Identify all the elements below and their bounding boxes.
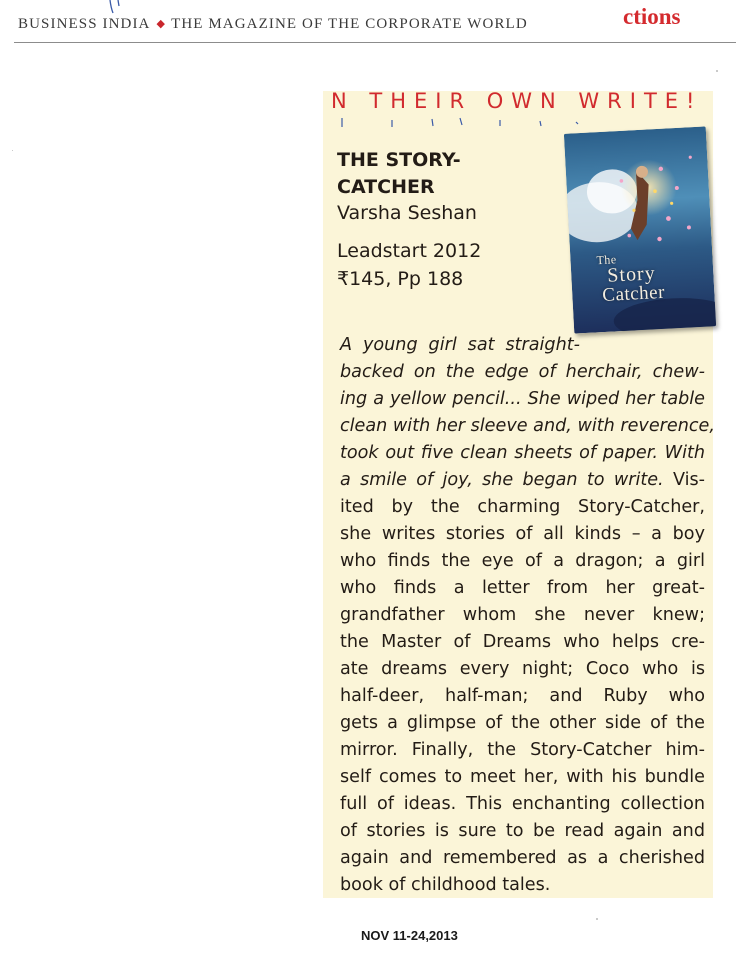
review-line: took out five clean sheets of paper. With [340, 443, 705, 463]
book-title [337, 147, 557, 201]
review-line: half-deer, half-man; and Ruby who [340, 686, 705, 706]
review-line: of stories is sure to be read again and [340, 821, 705, 841]
book-author: Varsha Seshan [337, 202, 477, 224]
review-line: self comes to meet her, with his bundle [340, 767, 705, 787]
review-line: mirror. Finally, the Story-Catcher him- [340, 740, 705, 760]
review-line: gets a glimpse of the other side of the [340, 713, 705, 733]
cover-title-line-1: The [596, 252, 618, 268]
publication-tagline: THE MAGAZINE OF THE CORPORATE WORLD [171, 16, 528, 32]
scan-speck [596, 918, 598, 920]
issue-date: NOV 11-24,2013 [361, 928, 458, 943]
scan-speck [12, 150, 13, 151]
review-line: book of childhood tales. [340, 875, 551, 895]
review-excerpt [340, 332, 715, 467]
masthead-rule [14, 42, 736, 43]
section-tab: ctions [623, 4, 681, 29]
review-line: full of ideas. This enchanting collection [340, 794, 705, 814]
book-price-pages: ₹145, Pp 188 [337, 268, 464, 290]
cover-title-line-2: Story [606, 262, 657, 287]
review-line: Vis- [672, 470, 706, 490]
review-line: backed on the edge of herchair, chew- [340, 362, 705, 382]
scan-speck [716, 70, 718, 72]
review-body [340, 332, 715, 899]
review-line: the Master of Dreams who helps cre- [340, 632, 705, 652]
review-line: grandfather whom she never knew; [340, 605, 705, 625]
book-title-line-1: THE STORY- [337, 149, 461, 171]
masthead [18, 16, 528, 33]
review-line: A young girl sat straight- [340, 335, 580, 355]
review-line: a smile of joy, she began to write. [340, 470, 664, 490]
review-line: ing a yellow pencil... She wiped her table [340, 389, 705, 409]
column-header: N THEIR OWN WRITE! [331, 89, 703, 113]
review-line: clean with her sleeve and, with reverence, [340, 416, 715, 436]
book-cover-title [590, 248, 716, 305]
publication-name: BUSINESS INDIA [18, 16, 151, 32]
review-line: who finds the eye of a dragon; a girl [340, 551, 705, 571]
review-line: ited by the charming Story-Catcher, [340, 497, 705, 517]
header-ink-marks [340, 114, 590, 128]
review-line: ate dreams every night; Coco who is [340, 659, 705, 679]
book-title-line-2: CATCHER [337, 176, 435, 198]
review-line: again and remembered as a cherished [340, 848, 705, 868]
review-line: she writes stories of all kinds – a boy [340, 524, 705, 544]
book-cover-image [564, 126, 716, 333]
book-publisher-year: Leadstart 2012 [337, 240, 482, 262]
pen-mark-decoration [106, 0, 128, 14]
review-line: who finds a letter from her great- [340, 578, 705, 598]
cover-title-line-3: Catcher [601, 281, 666, 307]
diamond-icon: ◆ [156, 18, 167, 30]
